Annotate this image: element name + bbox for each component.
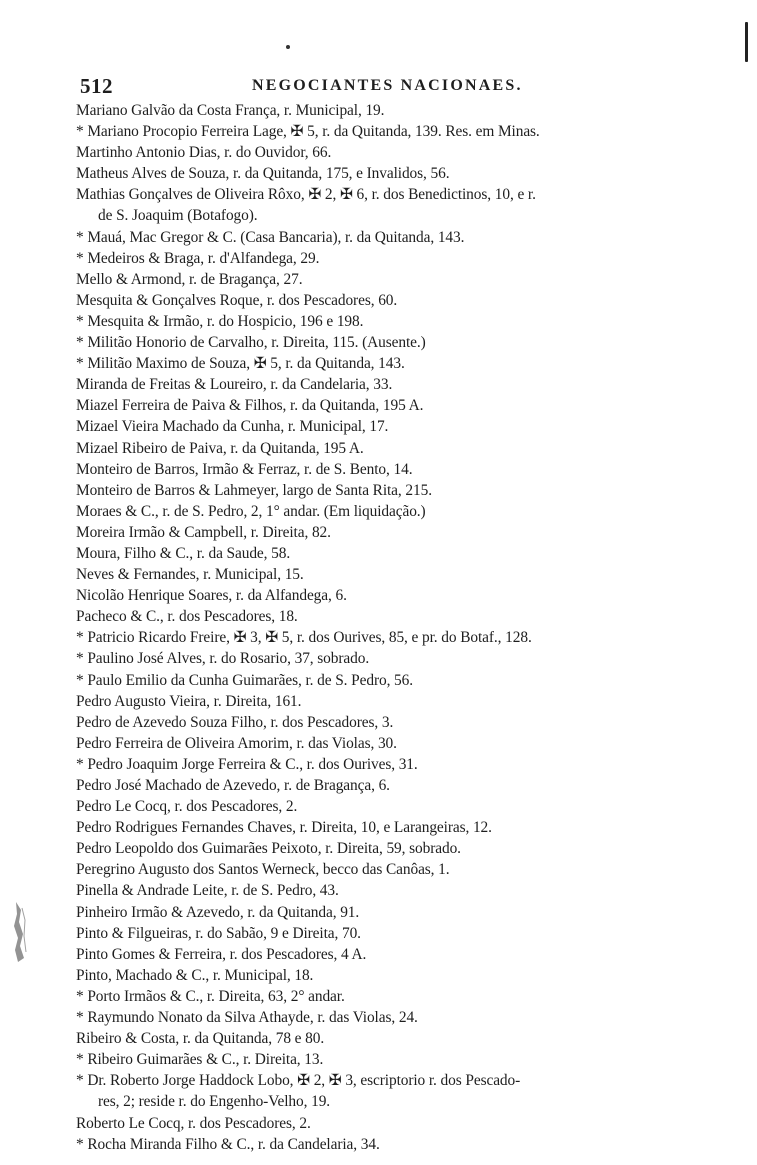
directory-entry: Nicolão Henrique Soares, r. da Alfandega, 6. xyxy=(76,587,347,605)
directory-entry: * Raymundo Nonato da Silva Athayde, r. das Violas, 24. xyxy=(76,1009,418,1027)
margin-blot xyxy=(12,900,28,964)
directory-entry-continuation: res, 2; reside r. do Engenho-Velho, 19. xyxy=(98,1093,331,1111)
directory-entry-continuation: de S. Joaquim (Botafogo). xyxy=(98,207,258,225)
directory-entry: Pedro José Machado de Azevedo, r. de Bragança, 6. xyxy=(76,777,390,794)
ink-dot xyxy=(286,45,290,49)
directory-entry: Mathias Gonçalves de Oliveira Rôxo, ✠ 2, ✠ 6, r. dos Benedictinos, 10, e r. xyxy=(76,186,536,204)
directory-entry: Peregrino Augusto dos Santos Werneck, becco das Canôas, 1. xyxy=(76,861,450,879)
directory-entry: Ribeiro & Costa, r. da Quitanda, 78 e 80. xyxy=(76,1030,325,1048)
directory-entry: * Mesquita & Irmão, r. do Hospicio, 196 e 198. xyxy=(76,312,364,330)
directory-entry: Moraes & C., r. de S. Pedro, 2, 1° andar. (Em liquidação.) xyxy=(76,502,426,520)
directory-entry: Pedro Ferreira de Oliveira Amorim, r. das Violas, 30. xyxy=(76,734,397,752)
directory-entry: * Pedro Joaquim Jorge Ferreira & C., r. dos Ourives, 31. xyxy=(76,755,418,773)
directory-entry: * Medeiros & Braga, r. d'Alfandega, 29. xyxy=(76,249,320,267)
directory-entry: * Mauá, Mac Gregor & C. (Casa Bancaria), r. da Quitanda, 143. xyxy=(76,228,465,246)
directory-entry: Pinheiro Irmão & Azevedo, r. da Quitanda, 91. xyxy=(76,903,360,921)
directory-entry: Mizael Ribeiro de Paiva, r. da Quitanda, 195 A. xyxy=(76,439,364,457)
directory-entry: Mariano Galvão da Costa França, r. Municipal, 19. xyxy=(76,102,385,119)
page-header xyxy=(80,72,692,102)
directory-entry: Pinella & Andrade Leite, r. de S. Pedro, 43. xyxy=(76,882,339,900)
directory-entry: Pinto, Machado & C., r. Municipal, 18. xyxy=(76,966,314,984)
directory-entry: Pedro de Azevedo Souza Filho, r. dos Pescadores, 3. xyxy=(76,713,394,731)
directory-entry: Mello & Armond, r. de Bragança, 27. xyxy=(76,270,303,288)
directory-entry: Martinho Antonio Dias, r. do Ouvidor, 66. xyxy=(76,144,332,162)
directory-entry: Pinto & Filgueiras, r. do Sabão, 9 e Direita, 70. xyxy=(76,924,361,942)
directory-entry: Mizael Vieira Machado da Cunha, r. Municipal, 17. xyxy=(76,418,389,436)
directory-entry: * Mariano Procopio Ferreira Lage, ✠ 5, r. da Quitanda, 139. Res. em Minas. xyxy=(76,123,540,141)
directory-entry: * Militão Maximo de Souza, ✠ 5, r. da Quitanda, 143. xyxy=(76,355,405,373)
directory-entry: Pedro Augusto Vieira, r. Direita, 161. xyxy=(76,692,302,710)
directory-entry: Pacheco & C., r. dos Pescadores, 18. xyxy=(76,608,298,626)
directory-entry: Moura, Filho & C., r. da Saude, 58. xyxy=(76,544,291,562)
directory-entry: Pedro Leopoldo dos Guimarães Peixoto, r. Direita, 59, sobrado. xyxy=(76,840,461,858)
directory-entry: Roberto Le Cocq, r. dos Pescadores, 2. xyxy=(76,1114,311,1132)
directory-entry: Pedro Rodrigues Fernandes Chaves, r. Direita, 10, e Larangeiras, 12. xyxy=(76,819,492,837)
directory-entry: * Paulo Emilio da Cunha Guimarães, r. de S. Pedro, 56. xyxy=(76,671,413,689)
directory-entry: Pinto Gomes & Ferreira, r. dos Pescadores, 4 A. xyxy=(76,945,367,963)
directory-entry: * Militão Honorio de Carvalho, r. Direita, 115. (Ausente.) xyxy=(76,334,426,352)
directory-entry: Monteiro de Barros, Irmão & Ferraz, r. de S. Bento, 14. xyxy=(76,460,413,478)
directory-entry: Neves & Fernandes, r. Municipal, 15. xyxy=(76,566,304,584)
directory-entry: Miazel Ferreira de Paiva & Filhos, r. da Quitanda, 195 A. xyxy=(76,397,424,415)
directory-entry: * Paulino José Alves, r. do Rosario, 37, sobrado. xyxy=(76,650,370,668)
directory-entry: Monteiro de Barros & Lahmeyer, largo de Santa Rita, 215. xyxy=(76,481,432,499)
directory-entry: Pedro Le Cocq, r. dos Pescadores, 2. xyxy=(76,798,298,816)
page-number: 512 xyxy=(80,74,113,98)
directory-list xyxy=(76,100,716,1155)
directory-entry: * Dr. Roberto Jorge Haddock Lobo, ✠ 2, ✠ 3, escriptorio r. dos Pescado- xyxy=(76,1072,521,1090)
directory-entry: * Rocha Miranda Filho & C., r. da Candelaria, 34. xyxy=(76,1135,380,1153)
running-title: NEGOCIANTES NACIONAES. xyxy=(252,77,523,94)
directory-entry: * Ribeiro Guimarães & C., r. Direita, 13. xyxy=(76,1051,324,1069)
directory-entry: * Porto Irmãos & C., r. Direita, 63, 2° andar. xyxy=(76,987,345,1005)
directory-entry: Miranda de Freitas & Loureiro, r. da Candelaria, 33. xyxy=(76,376,393,394)
directory-entry: Mesquita & Gonçalves Roque, r. dos Pescadores, 60. xyxy=(76,291,398,309)
edge-mark xyxy=(745,22,748,62)
directory-entry: Moreira Irmão & Campbell, r. Direita, 82. xyxy=(76,523,331,541)
directory-entry: Matheus Alves de Souza, r. da Quitanda, 175, e Invalidos, 56. xyxy=(76,165,450,183)
directory-entry: * Patricio Ricardo Freire, ✠ 3, ✠ 5, r. dos Ourives, 85, e pr. do Botaf., 128. xyxy=(76,629,532,647)
